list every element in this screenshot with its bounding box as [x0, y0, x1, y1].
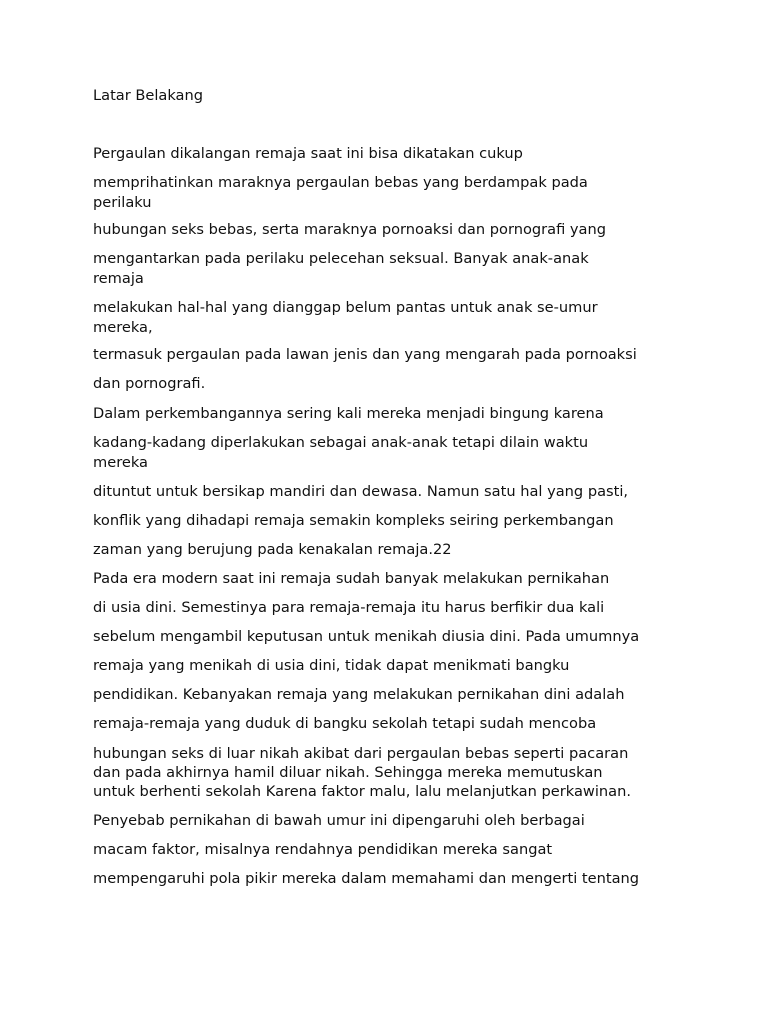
- text-line: mereka: [93, 454, 148, 471]
- text-line: di usia dini. Semestinya para remaja-remaja itu harus berfikir dua kali: [93, 599, 605, 616]
- text-line: perilaku: [93, 194, 152, 211]
- text-line: dan pornografi.: [93, 375, 206, 392]
- text-line: kadang-kadang diperlakukan sebagai anak-anak tetapi dilain waktu: [93, 434, 589, 451]
- text-line: dan pada akhirnya hamil diluar nikah. Sehingga mereka memutuskan: [93, 764, 603, 781]
- document-body: [93, 145, 683, 888]
- text-line: dituntut untuk bersikap mandiri dan dewasa. Namun satu hal yang pasti,: [93, 483, 629, 500]
- text-line: Pada era modern saat ini remaja sudah banyak melakukan pernikahan: [93, 570, 610, 587]
- document-title: Latar Belakang: [93, 87, 204, 104]
- text-line: Dalam perkembangannya sering kali mereka menjadi bingung karena: [93, 405, 604, 422]
- text-line: remaja yang menikah di usia dini, tidak dapat menikmati bangku: [93, 657, 570, 674]
- text-line: mempengaruhi pola pikir mereka dalam memahami dan mengerti tentang: [93, 870, 640, 887]
- text-line: melakukan hal-hal yang dianggap belum pantas untuk anak se-umur: [93, 299, 598, 316]
- text-line: remaja-remaja yang duduk di bangku sekolah tetapi sudah mencoba: [93, 715, 597, 732]
- text-line: termasuk pergaulan pada lawan jenis dan yang mengarah pada pornoaksi: [93, 346, 637, 363]
- text-line: sebelum mengambil keputusan untuk menikah diusia dini. Pada umumnya: [93, 628, 640, 645]
- text-line: hubungan seks di luar nikah akibat dari pergaulan bebas seperti pacaran: [93, 745, 629, 762]
- text-line: memprihatinkan maraknya pergaulan bebas yang berdampak pada: [93, 174, 588, 191]
- text-line: pendidikan. Kebanyakan remaja yang melakukan pernikahan dini adalah: [93, 686, 625, 703]
- text-line: mereka,: [93, 319, 153, 336]
- text-line: macam faktor, misalnya rendahnya pendidikan mereka sangat: [93, 841, 553, 858]
- text-line: zaman yang berujung pada kenakalan remaja.22: [93, 541, 452, 558]
- text-line: hubungan seks bebas, serta maraknya pornoaksi dan pornografi yang: [93, 221, 607, 238]
- text-line: Pergaulan dikalangan remaja saat ini bisa dikatakan cukup: [93, 145, 523, 162]
- text-line: untuk berhenti sekolah Karena faktor malu, lalu melanjutkan perkawinan.: [93, 783, 631, 800]
- text-line: Penyebab pernikahan di bawah umur ini dipengaruhi oleh berbagai: [93, 812, 585, 829]
- text-line: remaja: [93, 270, 144, 287]
- text-line: konflik yang dihadapi remaja semakin kompleks seiring perkembangan: [93, 512, 614, 529]
- text-line: mengantarkan pada perilaku pelecehan seksual. Banyak anak-anak: [93, 250, 589, 267]
